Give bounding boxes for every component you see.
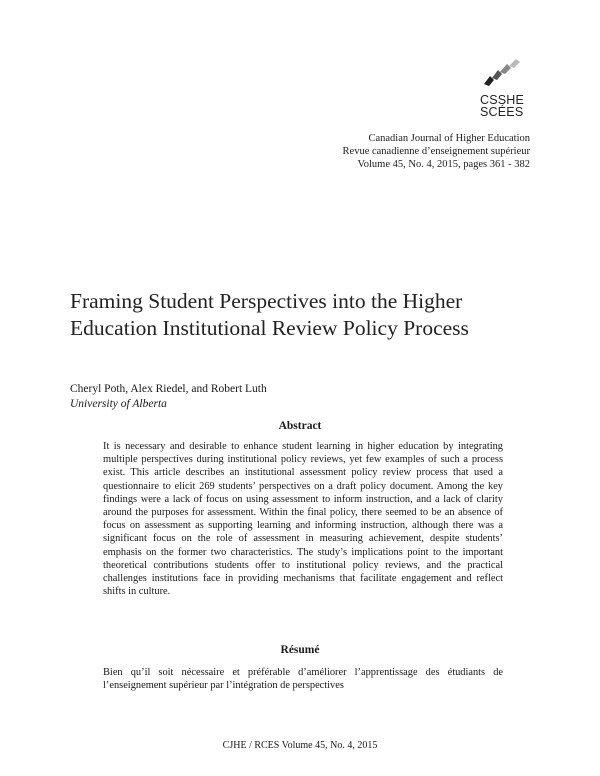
- journal-info: [343, 132, 530, 171]
- logo-text: [480, 94, 524, 118]
- authors: Cheryl Poth, Alex Riedel, and Robert Luth: [70, 383, 267, 395]
- birds-logo-icon: [480, 56, 524, 90]
- logo-line-2: SCÉES: [480, 105, 524, 119]
- journal-name-fr: Revue canadienne d’enseignement supérieur: [342, 146, 530, 157]
- article-title: Framing Student Perspectives into the Higher Education Institutional Review Policy Process: [70, 289, 469, 340]
- affiliation: University of Alberta: [70, 398, 167, 410]
- logo-line-1: CSSHE: [480, 93, 525, 107]
- author-block: [70, 382, 267, 412]
- journal-name-en: Canadian Journal of Higher Education: [368, 133, 530, 144]
- journal-logo: [472, 52, 532, 122]
- abstract-heading: Abstract: [278, 420, 322, 432]
- abstract-body: It is necessary and desirable to enhance student learning in higher education by integrating multiple perspectives during institutional policy reviews, yet few examples of such a process exist. This article describes an institutional assessment policy review process that used a questionnaire to elicit 269 students’ perspectives on a draft policy document. Among the key findings were a lack of focus on using assessment to inform instruction, and a lack of clarity around the purposes for assessment. Within the final policy, there seemed to be an absence of focus on assessment as supporting learning and informing instruction, although there was a significant focus on the role of assessment in measuring achievement, despite students’ emphasis on the former two characteristics. The study’s implications point to the important theoretical contributions students offer to institutional policy reviews, and the practical challenges institutions face in providing mechanisms that facilitate engagement and reflect shifts in culture.: [103, 441, 503, 598]
- journal-volume: Volume 45, No. 4, 2015, pages 361 - 382: [357, 159, 530, 170]
- resume-heading: Résumé: [280, 644, 320, 656]
- resume-body: Bien qu’il soit nécessaire et préférable d’améliorer l’apprentissage des étudiants de l’enseignement supérieur par l’intégration de perspectives: [103, 667, 503, 692]
- page-footer: CJHE / RCES Volume 45, No. 4, 2015: [222, 740, 378, 751]
